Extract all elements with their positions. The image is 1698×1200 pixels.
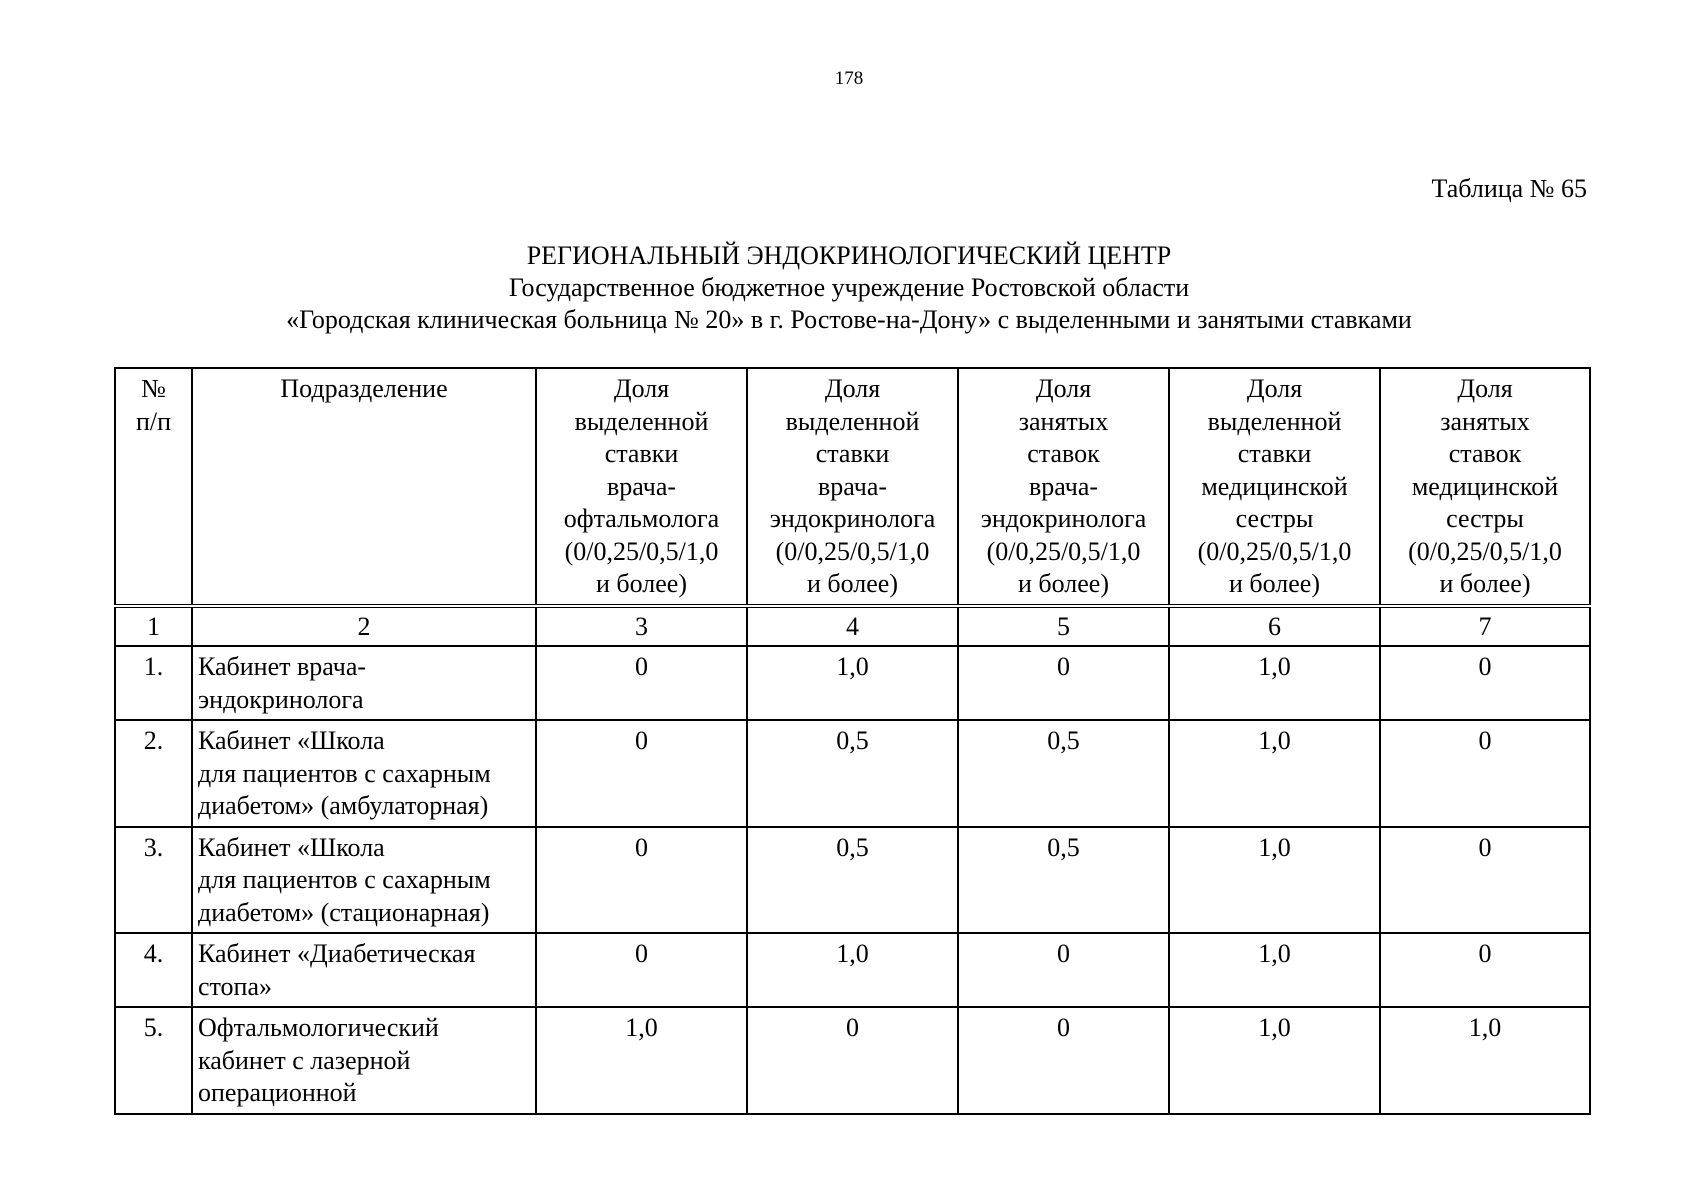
cell-value: 1,0 [1169,933,1380,1007]
column-number: 6 [1169,606,1380,647]
department-name: Офтальмологический кабинет с лазерной операционной [192,1007,536,1114]
department-name: Кабинет врача- эндокринолога [192,646,536,720]
row-number: 1. [115,646,192,720]
title-line-2: Государственное бюджетное учреждение Ростовской области [508,273,1190,302]
column-number: 4 [747,606,958,647]
cell-value: 1,0 [747,933,958,1007]
staffing-table [114,367,1591,1115]
cell-value: 1,0 [1169,827,1380,934]
table-label: Таблица № 65 [1431,174,1587,203]
table-row [115,720,1590,827]
cell-value: 1,0 [1169,720,1380,827]
column-number: 3 [536,606,747,647]
column-number: 7 [1380,606,1590,647]
department-name: Кабинет «Школа для пациентов с сахарным диабетом» (стационарная) [192,827,536,934]
column-number: 2 [192,606,536,647]
cell-value: 0 [1380,827,1590,934]
cell-value: 0 [536,646,747,720]
header-ophthalmologist-allocated: Доля выделенной ставки врача- офтальмолога (0/0,25/0,5/1,0 и более) [536,368,747,606]
row-number: 5. [115,1007,192,1114]
cell-value: 0 [958,1007,1169,1114]
cell-value: 0,5 [958,827,1169,934]
cell-value: 0 [536,720,747,827]
cell-value: 0 [1380,720,1590,827]
row-number: 4. [115,933,192,1007]
cell-value: 1,0 [747,646,958,720]
header-endocrinologist-occupied: Доля занятых ставок врача- эндокринолога (0/0,25/0,5/1,0 и более) [958,368,1169,606]
page-number: 178 [834,68,864,89]
row-number: 3. [115,827,192,934]
table-header-row [115,368,1590,606]
header-endocrinologist-allocated: Доля выделенной ставки врача- эндокринолога (0/0,25/0,5/1,0 и более) [747,368,958,606]
table-row [115,827,1590,934]
cell-value: 0,5 [747,720,958,827]
cell-value: 0 [958,646,1169,720]
cell-value: 0 [747,1007,958,1114]
cell-value: 1,0 [536,1007,747,1114]
department-name: Кабинет «Диабетическая стопа» [192,933,536,1007]
cell-value: 0 [958,933,1169,1007]
table-row [115,646,1590,720]
header-department: Подразделение [192,368,536,606]
table-row [115,1007,1590,1114]
title-line-3: «Городская клиническая больница № 20» в г. Ростове-на-Дону» с выделенными и занятыми ставками [286,305,1412,334]
column-number: 5 [958,606,1169,647]
column-number: 1 [115,606,192,647]
header-nurse-allocated: Доля выделенной ставки медицинской сестры (0/0,25/0,5/1,0 и более) [1169,368,1380,606]
cell-value: 0 [1380,933,1590,1007]
header-number: № п/п [115,368,192,606]
cell-value: 0,5 [747,827,958,934]
cell-value: 1,0 [1169,646,1380,720]
header-nurse-occupied: Доля занятых ставок медицинской сестры (0/0,25/0,5/1,0 и более) [1380,368,1590,606]
table-row [115,933,1590,1007]
department-name: Кабинет «Школа для пациентов с сахарным диабетом» (амбулаторная) [192,720,536,827]
cell-value: 0 [536,827,747,934]
cell-value: 0,5 [958,720,1169,827]
title-line-1: РЕГИОНАЛЬНЫЙ ЭНДОКРИНОЛОГИЧЕСКИЙ ЦЕНТР [526,241,1172,270]
column-number-row [115,606,1590,647]
cell-value: 0 [536,933,747,1007]
cell-value: 1,0 [1380,1007,1590,1114]
cell-value: 0 [1380,646,1590,720]
document-title [0,240,1698,336]
cell-value: 1,0 [1169,1007,1380,1114]
row-number: 2. [115,720,192,827]
